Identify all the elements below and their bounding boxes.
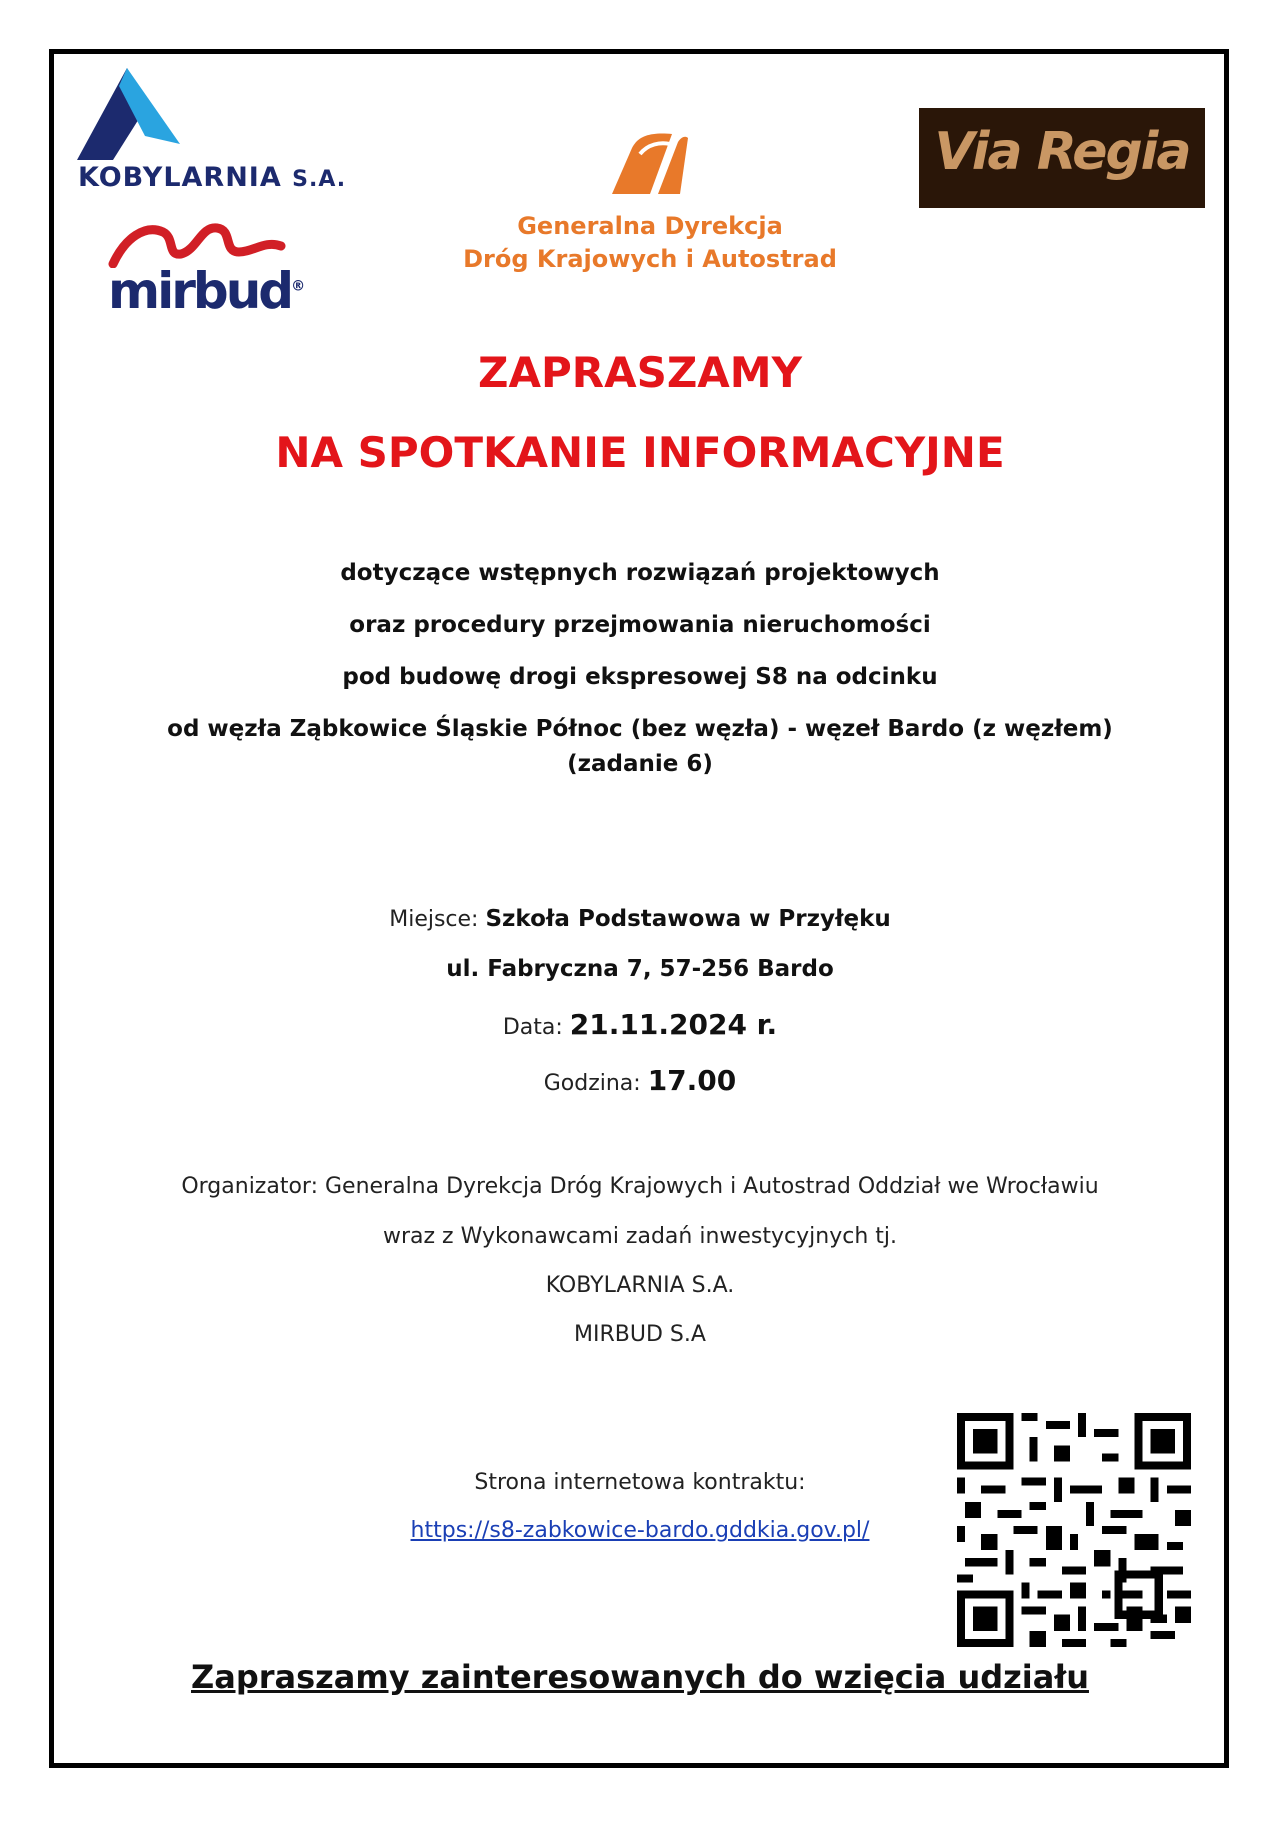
website-label: Strona internetowa kontraktu:: [474, 1470, 806, 1495]
mirbud-name: mirbud: [108, 262, 292, 320]
description-line5: (zadanie 6): [567, 751, 713, 777]
gddkia-logo: [440, 128, 860, 278]
kobylarnia-name: KOBYLARNIA: [78, 162, 282, 193]
kobylarnia-mountain-icon: [75, 66, 195, 162]
date-value: 21.11.2024 r.: [569, 1008, 778, 1041]
via-regia-name: Via Regia: [934, 122, 1190, 182]
description-line3: pod budowę drogi ekspresowej S8 na odcinku: [342, 664, 938, 690]
kobylarnia-suffix: S.A.: [292, 167, 347, 192]
description-line2: oraz procedury przejmowania nieruchomości: [349, 612, 931, 638]
mirbud-logo-text: [108, 262, 305, 320]
gddkia-line2: Dróg Krajowych i Autostrad: [463, 245, 837, 273]
date-line: [60, 1008, 1220, 1041]
gddkia-line1: Generalna Dyrekcja: [517, 212, 783, 240]
organizer-line3: KOBYLARNIA S.A.: [545, 1273, 735, 1298]
footer-invitation: Zapraszamy zainteresowanych do wzięcia udziału: [191, 1658, 1089, 1696]
heading-line1: ZAPRASZAMY: [477, 348, 802, 397]
place-line: [60, 906, 1220, 932]
via-regia-logo: [919, 108, 1205, 208]
kobylarnia-logo-text: [78, 162, 346, 193]
time-line: [60, 1064, 1220, 1097]
organizer-line4: MIRBUD S.A: [574, 1322, 706, 1347]
gddkia-logo-text: [440, 210, 860, 276]
description-line4: od węzła Ząbkowice Śląskie Północ (bez węzła) - węzeł Bardo (z węzłem): [167, 716, 1113, 742]
website-link[interactable]: https://s8-zabkowice-bardo.gddkia.gov.pl/: [410, 1518, 870, 1543]
heading-line2: NA SPOTKANIE INFORMACYJNE: [275, 428, 1005, 477]
qr-code-icon[interactable]: [957, 1413, 1191, 1647]
place-value: Szkoła Podstawowa w Przyłęku: [485, 906, 891, 932]
place-label: Miejsce:: [389, 907, 486, 932]
address-line: ul. Fabryczna 7, 57-256 Bardo: [446, 956, 834, 982]
time-label: Godzina:: [543, 1071, 648, 1096]
mirbud-registered-mark: ®: [291, 278, 306, 295]
organizer-line1: Organizator: Generalna Dyrekcja Dróg Krajowych i Autostrad Oddział we Wrocławiu: [181, 1174, 1099, 1199]
time-value: 17.00: [647, 1064, 737, 1097]
kobylarnia-logo: [75, 66, 395, 196]
date-label: Data:: [502, 1015, 570, 1040]
organizer-line2: wraz z Wykonawcami zadań inwestycyjnych tj.: [383, 1224, 897, 1249]
gddkia-road-icon: [610, 128, 690, 196]
mirbud-swoosh-icon: [105, 218, 295, 268]
description-line1: dotyczące wstępnych rozwiązań projektowych: [340, 560, 940, 586]
mirbud-logo: [105, 218, 305, 323]
